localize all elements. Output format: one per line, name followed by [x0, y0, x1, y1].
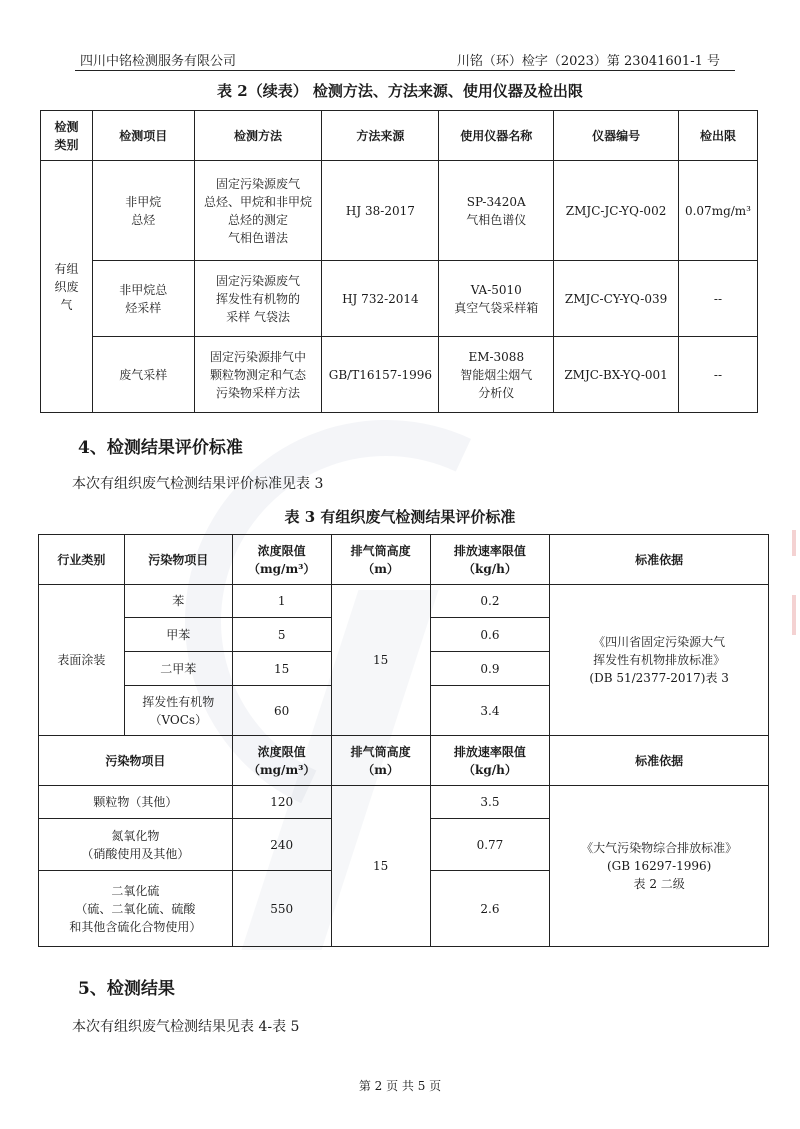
table3-rate: 2.6: [430, 871, 550, 947]
table3-subheader-row: [39, 736, 769, 786]
table2-category: 有组 织废 气: [41, 161, 93, 413]
seal-edge-mark: [792, 595, 796, 635]
page-number: 第 2 页 共 5 页: [358, 1079, 442, 1093]
table3-header-cell: 排气筒高度 （m）: [331, 736, 430, 786]
table3: [38, 534, 769, 947]
table3-header-cell: 污染物项目: [124, 535, 232, 585]
table2-instrument: SP-3420A 气相色谱仪: [439, 161, 554, 261]
table3-conc: 1: [232, 585, 331, 618]
table2-header-cell: 检出限: [678, 111, 757, 161]
table2-instrument: EM-3088 智能烟尘烟气 分析仪: [439, 337, 554, 413]
table-row: [41, 337, 758, 413]
table3-conc: 5: [232, 618, 331, 652]
table3-conc: 550: [232, 871, 331, 947]
table3-conc: 15: [232, 652, 331, 686]
table-row: [41, 161, 758, 261]
table3-rate: 0.2: [430, 585, 550, 618]
table2-limit: --: [678, 261, 757, 337]
report-number: 川铭（环）检字（2023）第 23041601-1 号: [456, 54, 720, 69]
table2-header-cell: 使用仪器名称: [439, 111, 554, 161]
table2-source: HJ 38-2017: [322, 161, 439, 261]
table2-item: 非甲烷总 烃采样: [92, 261, 194, 337]
table-row: [39, 585, 769, 618]
table2-method: 固定污染源废气 总烃、甲烷和非甲烷 总烃的测定 气相色谱法: [194, 161, 322, 261]
table2: [40, 110, 758, 413]
section4-text: 本次有组织废气检测结果评价标准见表 3: [72, 476, 324, 492]
table3-header-cell: 标准依据: [550, 736, 769, 786]
table-row: [39, 786, 769, 819]
table3-header-row: [39, 535, 769, 585]
table2-code: ZMJC-JC-YQ-002: [554, 161, 679, 261]
table3-conc: 120: [232, 786, 331, 819]
table3-conc: 60: [232, 686, 331, 736]
table3-header-cell: 浓度限值 （mg/m³）: [232, 535, 331, 585]
table3-height: 15: [331, 786, 430, 947]
table3-pollutant: 甲苯: [124, 618, 232, 652]
table2-header-row: [41, 111, 758, 161]
table-row: [41, 261, 758, 337]
table3-header-cell: 浓度限值 （mg/m³）: [232, 736, 331, 786]
header-rule: [75, 70, 735, 71]
table3-header-cell: 污染物项目: [39, 736, 233, 786]
table3-header-cell: 排放速率限值 （kg/h）: [430, 535, 550, 585]
table3-header-cell: 排放速率限值 （kg/h）: [430, 736, 550, 786]
table2-instrument: VA-5010 真空气袋采样箱: [439, 261, 554, 337]
section4-heading: 4、检测结果评价标准: [78, 438, 243, 458]
table3-header-cell: 标准依据: [550, 535, 769, 585]
table2-header-cell: 方法来源: [322, 111, 439, 161]
table3-pollutant: 二甲苯: [124, 652, 232, 686]
table3-industry: 表面涂装: [39, 585, 125, 736]
table3-rate: 3.4: [430, 686, 550, 736]
table3-pollutant: 苯: [124, 585, 232, 618]
table3-height: 15: [331, 585, 430, 736]
table3-rate: 0.77: [430, 819, 550, 871]
table3-pollutant: 氮氧化物 （硝酸使用及其他）: [39, 819, 233, 871]
table2-limit: --: [678, 337, 757, 413]
table2-code: ZMJC-CY-YQ-039: [554, 261, 679, 337]
table2-header-cell: 检测方法: [194, 111, 322, 161]
table3-pollutant: 挥发性有机物 （VOCs）: [124, 686, 232, 736]
table3-header-cell: 行业类别: [39, 535, 125, 585]
section5-text: 本次有组织废气检测结果见表 4-表 5: [72, 1019, 300, 1035]
table2-caption: 表 2（续表） 检测方法、方法来源、使用仪器及检出限: [217, 82, 583, 100]
table2-method: 固定污染源废气 挥发性有机物的 采样 气袋法: [194, 261, 322, 337]
company-name: 四川中铭检测服务有限公司: [80, 54, 237, 69]
table3-standard: 《大气污染物综合排放标准》 (GB 16297-1996) 表 2 二级: [550, 786, 769, 947]
table2-header-cell: 仪器编号: [554, 111, 679, 161]
table2-item: 非甲烷 总烃: [92, 161, 194, 261]
table2-header-cell: 检测项目: [92, 111, 194, 161]
table2-method: 固定污染源排气中 颗粒物测定和气态 污染物采样方法: [194, 337, 322, 413]
table3-caption: 表 3 有组织废气检测结果评价标准: [284, 508, 516, 526]
table3-header-cell: 排气筒高度 （m）: [331, 535, 430, 585]
table3-pollutant: 颗粒物（其他）: [39, 786, 233, 819]
table3-pollutant: 二氧化硫 （硫、二氧化硫、硫酸 和其他含硫化合物使用）: [39, 871, 233, 947]
table2-code: ZMJC-BX-YQ-001: [554, 337, 679, 413]
table3-rate: 0.9: [430, 652, 550, 686]
page-header: [80, 50, 720, 69]
table3-rate: 3.5: [430, 786, 550, 819]
table2-source: HJ 732-2014: [322, 261, 439, 337]
table3-rate: 0.6: [430, 618, 550, 652]
table2-item: 废气采样: [92, 337, 194, 413]
table3-standard: 《四川省固定污染源大气 挥发性有机物排放标准》 (DB 51/2377-2017)表 3: [550, 585, 769, 736]
table2-limit: 0.07mg/m³: [678, 161, 757, 261]
table2-header-cell: 检测 类别: [41, 111, 93, 161]
table2-source: GB/T16157-1996: [322, 337, 439, 413]
section5-heading: 5、检测结果: [78, 979, 175, 999]
table3-conc: 240: [232, 819, 331, 871]
seal-edge-mark: [792, 530, 796, 556]
